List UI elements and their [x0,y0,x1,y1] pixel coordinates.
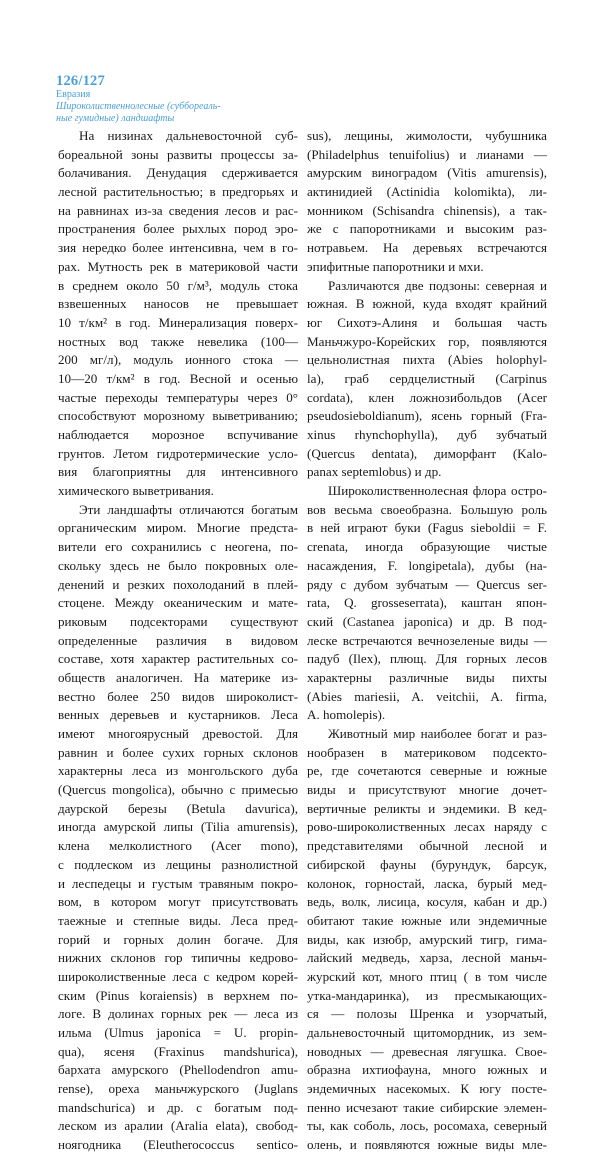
paragraph [307,127,547,277]
text-line: и леспедецы и густым травяным покро- [58,875,298,891]
text-line: Животный мир наиболее богат и раз- [328,726,547,741]
text-line: имеют многоярусный древостой. Для [58,726,298,741]
text-line: в среднем около 50 г/м³, модуль стока [58,277,298,293]
text-line: ся — полозы Шренка и узорчатый, [307,1006,547,1022]
text-line: cordata), клен ложнозибольдов (Acer [307,389,547,405]
text-line: журский кот, много птиц ( в том числе [307,968,547,984]
text-line: химического выветривания. [58,483,214,499]
text-line: вом, в котором могут присутствовать [58,894,298,910]
text-line: бореальной зоны развиты процессы за- [58,146,298,162]
section-title-line-1: Широколиственнолесные (суббореаль- [56,101,221,112]
text-line: зия нередко более интенсивна, чем в го- [58,240,298,256]
text-line: лайский медведь, харза, лесной маньч- [307,950,547,966]
text-line: вестно более 250 видов широколист- [58,688,298,704]
text-line: (Quercus mongolica), обычно с примесью [58,782,298,798]
text-line: вия благоприятны для интенсивного [58,464,298,480]
text-line: mandschurica) и др. с богатым под- [58,1099,298,1115]
paragraph [307,482,547,725]
text-line: клена мелколистного (Acer mono), [58,838,298,854]
text-line: нижних склонов гор типичны кедрово- [58,950,298,966]
text-line: олень, и появляются южные виды мле- [307,1137,547,1153]
text-line: характерны различные виды пихты [307,669,547,685]
text-line: падуб (Ilex), плющ. Для горных лесов [307,651,547,667]
text-line: рах. Мутность рек в материковой части [58,258,298,274]
text-line: леском из аралии (Aralia elata), свобод- [58,1118,298,1134]
text-line: наблюдается морозное вспучивание [58,427,298,442]
text-line: sus), лещины, жимолости, чубушника [307,128,547,143]
text-line: бархата амурского (Phellodendron amu- [58,1062,298,1078]
text-line: ты, как соболь, лось, росомаха, северный [307,1118,547,1134]
text-column-right [307,127,547,1155]
text-line: (Quercus dentata), диморфант (Kalo- [307,445,547,461]
text-line: логе. В долинах горных рек — леса из [58,1006,298,1022]
text-line: Различаются две подзоны: северная и [328,277,547,293]
text-line: юг Сихотэ-Алиня и большая часть [307,314,547,330]
paragraph [58,127,298,501]
text-line: актинидией (Actinidia kolomikta), ли- [307,184,547,200]
text-line: xinus rhynchophylla), дуб зубчатый [307,427,547,442]
text-line: дальневосточный щитомордник, из зем- [307,1025,547,1040]
text-line: же с папоротниками и высоким раз- [307,221,547,237]
text-line: южная. В южной, куда входят крайний [307,296,547,312]
text-line: грунтов. Летом гидротермические усло- [58,445,298,461]
text-line: пространения более рыхлых пород эро- [58,221,298,237]
text-line: болачивания. Денудация сдерживается [58,165,298,181]
text-line: стоцене. Между океаническим и мате- [58,595,298,611]
text-line: pseudosieboldianum), ясень горный (Fra- [307,408,547,424]
text-line: рово-широколиственных лесах наряду с [307,819,547,835]
text-line: способствуют морозному выветриванию; [58,408,298,424]
text-line: 10 т/км² в год. Минерализация поверх- [58,314,298,330]
text-line: виды и присутствуют многие дочет- [307,782,547,798]
text-line: характерны леса из монгольского дуба [58,763,298,779]
text-line: горий и горных долин богаче. Для [58,931,298,947]
text-line: представителями обычной лесной и [307,838,547,854]
text-line: нотравьем. На деревьях встречаются [307,240,547,256]
text-line: новодных — древесная лягушка. Свое- [307,1043,547,1059]
text-line: 10—20 т/км² в год. Весной и осенью [58,370,298,386]
text-line: обществ аналогичен. На материке из- [58,669,298,685]
text-line: цельнолистная пихта (Abies holophyl- [307,352,547,368]
text-line: взвешенных наносов не превышает [58,296,298,312]
text-line: скольку здесь не было покровных оле- [58,557,298,573]
text-line: образна ихтиофауна, много южных и [307,1062,547,1078]
text-line: сибирской фауны (бурундук, барсук, [307,856,547,872]
text-line: panax septemlobus) и др. [307,464,442,480]
text-line: иногда амурской липы (Tilia amurensis), [58,819,298,835]
text-line: la), граб сердцелистный (Carpinus [307,370,547,386]
paragraph [307,725,547,1155]
text-line: ряду с дубом зубчатым — Quercus ser- [307,576,547,592]
text-line: ский (Castanea japonica) и др. В под- [307,613,547,629]
text-line: (Abies mariesii, A. veitchii, A. firma, [307,688,547,704]
text-line: эндемичных насекомых. К югу посте- [307,1081,547,1097]
text-line: Маньчжуро-Корейских гор, появляются [307,333,547,349]
text-line: определенные различия в видовом [58,632,298,648]
text-line: ноягодника (Eleutherococcus sentico- [58,1137,298,1153]
text-column-left [58,127,298,1155]
text-line: rense), ореха маньчжурского (Juglans [58,1081,298,1097]
text-line: составе, хотя характер растительных со- [58,651,298,667]
paragraph [58,501,298,1155]
text-line: утка-мандаринка), из пресмыкающих- [307,987,547,1003]
text-line: вители его сохранились с неогена, по- [58,539,298,555]
text-line: ведь, волк, лисица, косуля, кабан и др.) [307,894,547,910]
text-line: 200 мг/л), модуль ионного стока — [58,352,298,368]
text-line: монником (Schisandra chinensis), а так- [307,202,547,218]
text-line: crenata, иногда образующие чистые [307,539,547,555]
text-line: равнин и более сухих горных склонов [58,744,298,760]
text-line: ре, где сочетаются северные и южные [307,763,547,779]
text-line: ским (Pinus koraiensis) в верхнем по- [58,987,298,1003]
text-line: эпифитные папоротники и мхи. [307,258,484,274]
text-line: нообразен в материковом подсекто- [307,744,547,760]
page-numbers: 126/127 [56,73,105,89]
text-line: широколиственные леса с кедром корей- [58,968,298,984]
section-title-line-2: ные гумидные) ландшафты [56,113,175,124]
text-line: насаждения, F. longipetala), дубы (на- [307,557,547,573]
text-line: (Philadelphus tenuifolius) и лианами — [307,146,547,162]
region-label: Евразия [56,89,91,100]
text-line: риковым подсекторами существуют [58,613,298,629]
text-line: rata, Q. grosseserrata), каштан япон- [307,595,547,611]
text-line: вертичные реликты и эндемики. В кед- [307,800,547,816]
page-header [56,74,296,125]
text-line: леске встречаются вечнозеленые виды — [307,632,547,648]
text-line: вов весьма своеобразна. Большую роль [307,501,547,517]
text-line: на равнинах из-за сведения лесов и рас- [58,202,298,218]
text-line: частые переходы температуры через 0° [58,389,298,405]
text-line: ильма (Ulmus japonica = U. propin- [58,1025,298,1040]
text-line: Широколиственнолесная флора остро- [328,483,547,499]
text-line: амурским виноградом (Vitis amurensis), [307,165,547,181]
text-line: На низинах дальневосточной суб- [79,128,298,143]
text-line: ностных вод также невелика (100— [58,333,298,349]
text-line: виды, как изюбр, амурский тигр, гима- [307,931,547,947]
text-line: денений и резких похолоданий в плей- [58,576,298,592]
text-line: колонок, горностай, ласка, бурый мед- [307,875,547,891]
text-line: обитают такие южные или эндемичные [307,912,547,928]
text-line: с подлеском из лещины разнолистной [58,856,298,872]
text-line: A. homolepis). [307,707,386,723]
text-line: Эти ландшафты отличаются богатым [79,501,298,517]
text-line: в ней играют буки (Fagus sieboldii = F. [307,520,547,536]
text-line: qua), ясеня (Fraxinus mandshurica), [58,1043,298,1059]
text-line: даурской березы (Betula davurica), [58,800,298,816]
text-line: лесной растительностью; в предгорьях и [58,184,298,200]
text-line: венных деревьев и кустарников. Леса [58,707,298,723]
paragraph [307,277,547,483]
text-line: органическим миром. Многие предста- [58,520,298,536]
text-line: таежные и степные виды. Леса пред- [58,912,298,928]
text-line: пенно исчезают такие сибирские элемен- [307,1099,547,1115]
